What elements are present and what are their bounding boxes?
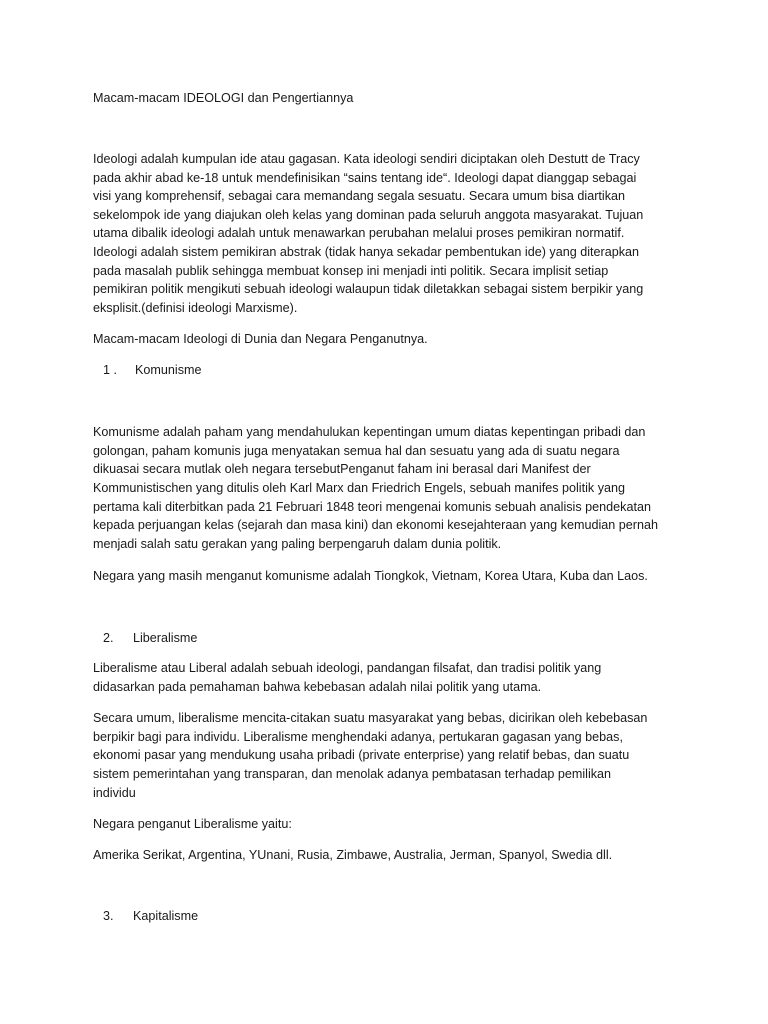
paragraph-line: sistem pemerintahan yang transparan, dan menolak adanya pembatasan terhadap pemilikan bbox=[93, 767, 612, 781]
paragraph-line: pertama kali diterbitkan pada 21 Februari 1848 teori mengenai komunis sebuah analisis pendekatan bbox=[93, 500, 651, 514]
paragraph-line: Kommunistischen yang ditulis oleh Karl Marx dan Friedrich Engels, sebuah manifes politik yang bbox=[93, 481, 625, 495]
intro-line: pemikiran politik mengikuti sebuah ideologi walaupun tidak diletakkan sebagai sistem berpikir yang bbox=[93, 282, 644, 296]
subheading: Macam-macam Ideologi di Dunia dan Negara Penganutnya. bbox=[93, 332, 428, 346]
intro-line: visi yang komprehensif, sebagai cara memandang segala sesuatu. Secara umum bisa diartikan bbox=[93, 189, 626, 203]
intro-line: sekelompok ide yang diajukan oleh kelas yang dominan pada seluruh anggota masyarakat. Tujuan bbox=[93, 208, 644, 222]
intro-line: eksplisit.(definisi ideologi Marxisme). bbox=[93, 301, 298, 315]
intro-line: utama dibalik ideologi adalah untuk menawarkan perubahan melalui proses pemikiran normatif. bbox=[93, 226, 625, 240]
paragraph-line: kepada perjuangan kelas (sejarah dan masa kini) dan ekonomi kesejahteraan yang kemudian pernah bbox=[93, 518, 658, 532]
paragraph-line: Secara umum, liberalisme mencita-citakan suatu masyarakat yang bebas, dicirikan oleh kebebasan bbox=[93, 711, 648, 725]
section-number: 2. bbox=[103, 631, 114, 645]
paragraph-line: berpikir bagi para individu. Liberalisme menghendaki adanya, pertukaran gagasan yang bebas, bbox=[93, 730, 623, 744]
section-number: 1 . bbox=[103, 363, 118, 377]
paragraph-line: Negara yang masih menganut komunisme adalah Tiongkok, Vietnam, Korea Utara, Kuba dan Laos. bbox=[93, 569, 648, 583]
section-title: Liberalisme bbox=[133, 631, 198, 645]
paragraph-line: Negara penganut Liberalisme yaitu: bbox=[93, 817, 292, 831]
document-title: Macam-macam IDEOLOGI dan Pengertiannya bbox=[93, 91, 354, 105]
paragraph-line: Amerika Serikat, Argentina, YUnani, Rusia, Zimbawe, Australia, Jerman, Spanyol, Swedia dll. bbox=[93, 848, 613, 862]
section-number: 3. bbox=[103, 909, 114, 923]
paragraph-line: didasarkan pada pemahaman bahwa kebebasan adalah nilai politik yang utama. bbox=[93, 680, 542, 694]
paragraph-line: Liberalisme atau Liberal adalah sebuah ideologi, pandangan filsafat, dan tradisi politik yang bbox=[93, 661, 602, 675]
section-title: Komunisme bbox=[135, 363, 202, 377]
intro-line: pada akhir abad ke-18 untuk mendefinisikan “sains tentang ide“. Ideologi dapat dianggap sebagai bbox=[93, 171, 637, 185]
paragraph-line: menjadi salah satu gerakan yang paling berpengaruh dalam dunia politik. bbox=[93, 537, 502, 551]
paragraph-line: Komunisme adalah paham yang mendahulukan kepentingan umum diatas kepentingan pribadi dan bbox=[93, 425, 646, 439]
paragraph-line: dikuasai secara mutlak oleh negara tersebutPenganut faham ini berasal dari Manifest der bbox=[93, 462, 591, 476]
intro-line: Ideologi adalah kumpulan ide atau gagasan. Kata ideologi sendiri diciptakan oleh Destutt de Tracy bbox=[93, 152, 640, 166]
paragraph-line: golongan, paham komunis juga menyatakan semua hal dan sesuatu yang ada di suatu negara bbox=[93, 444, 620, 458]
intro-line: Ideologi adalah sistem pemikiran abstrak (tidak hanya sekadar pembentukan ide) yang diterapkan bbox=[93, 245, 640, 259]
paragraph-line: individu bbox=[93, 786, 136, 800]
section-title: Kapitalisme bbox=[133, 909, 199, 923]
intro-line: pada masalah publik sehingga membuat konsep ini menjadi inti politik. Secara implisit setiap bbox=[93, 264, 609, 278]
paragraph-line: ekonomi pasar yang mendukung usaha pribadi (private enterprise) yang relatif bebas, dan suatu bbox=[93, 748, 630, 762]
